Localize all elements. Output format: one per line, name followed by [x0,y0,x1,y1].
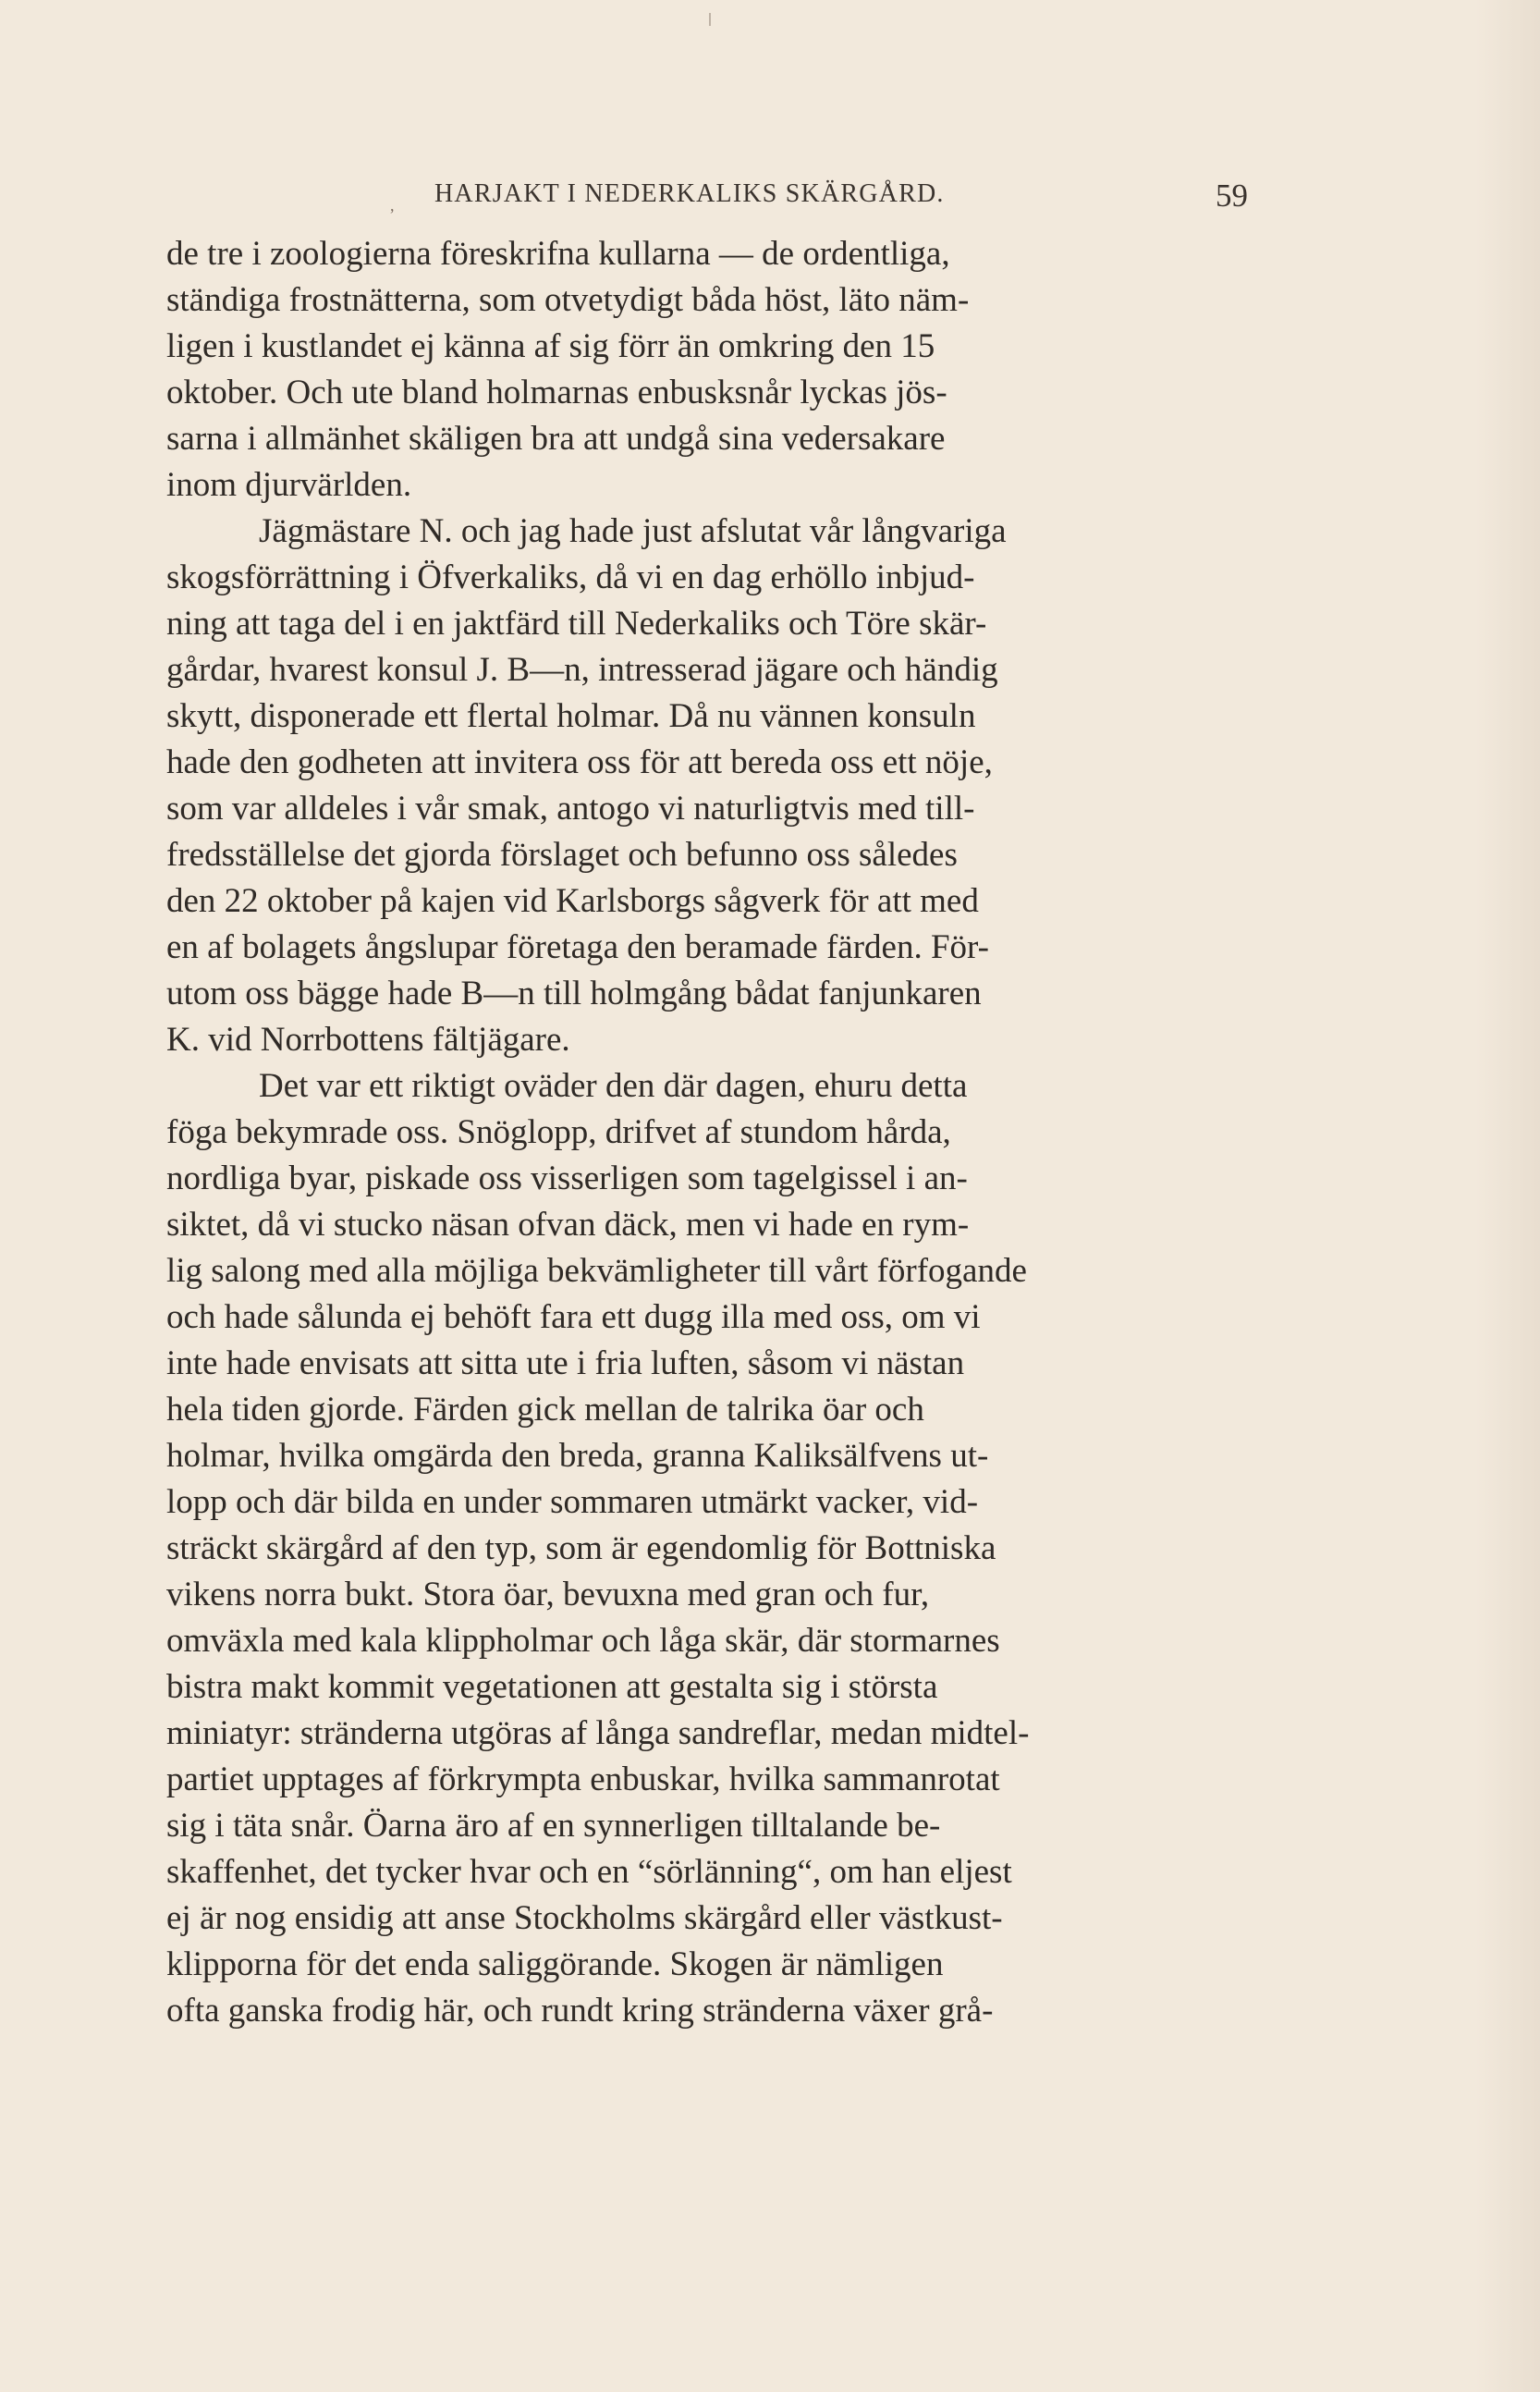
text-line: siktet, då vi stucko näsan ofvan däck, men vi hade en rym- [166,1206,970,1244]
text-line: vikens norra bukt. Stora öar, bevuxna med gran och fur, [166,1576,930,1613]
page-edge-shadow [1475,0,1540,2392]
text-line: inom djurvärlden. [166,466,412,504]
text-line: K. vid Norrbottens fältjägare. [166,1021,570,1059]
paragraph-start-line: Jägmästare N. och jag hade just afslutat vår långvariga [259,512,1007,550]
text-line: sträckt skärgård af den typ, som är egendomlig för Bottniska [166,1529,996,1567]
page-header [434,179,1248,224]
text-line: hade den godheten att invitera oss för att bereda oss ett nöje, [166,743,993,781]
text-line: hela tiden gjorde. Färden gick mellan de talrika öar och [166,1391,924,1429]
text-line: sarna i allmänhet skäligen bra att undgå sina vedersakare [166,420,946,458]
text-line: utom oss bägge hade B—n till holmgång bådat fanjunkaren [166,975,982,1012]
text-line: lig salong med alla möjliga bekvämligheter till vårt förfogande [166,1252,1027,1290]
text-line: och hade sålunda ej behöft fara ett dugg illa med oss, om vi [166,1298,981,1336]
text-line: ning att taga del i en jaktfärd till Nederkaliks och Töre skär- [166,605,987,643]
text-line: gårdar, hvarest konsul J. B—n, intresserad jägare och händig [166,651,998,689]
text-line: ofta ganska frodig här, och rundt kring stränderna växer grå- [166,1992,994,2030]
top-scan-mark [709,13,711,26]
text-line: lopp och där bilda en under sommaren utmärkt vacker, vid- [166,1483,979,1521]
text-line: som var alldeles i vår smak, antogo vi naturligtvis med till- [166,790,975,828]
text-line: skaffenhet, det tycker hvar och en “sörlänning“, om han eljest [166,1853,1012,1891]
text-line: holmar, hvilka omgärda den breda, granna Kaliksälfvens ut- [166,1437,989,1475]
text-line: partiet upptages af förkrympta enbuskar, hvilka sammanrotat [166,1760,1000,1798]
running-head: HARJAKT I NEDERKALIKS SKÄRGÅRD. [434,179,945,208]
text-line: ständiga frostnätterna, som otvetydigt båda höst, läto näm- [166,281,970,319]
text-line: sig i täta snår. Öarna äro af en synnerligen tilltalande be- [166,1807,941,1845]
margin-mark: , [390,196,395,215]
text-line: en af bolagets ångslupar företaga den beramade färden. För- [166,928,989,966]
text-line: oktober. Och ute bland holmarnas enbusksnår lyckas jös- [166,374,947,411]
text-line: ej är nog ensidig att anse Stockholms skärgård eller västkust- [166,1899,1003,1937]
text-line: inte hade envisats att sitta ute i fria luften, såsom vi nästan [166,1344,965,1382]
text-line: miniatyr: stränderna utgöras af långa sandreflar, medan midtel- [166,1714,1030,1752]
text-line: omväxla med kala klippholmar och låga skär, där stormarnes [166,1622,1000,1660]
text-line: den 22 oktober på kajen vid Karlsborgs sågverk för att med [166,882,979,920]
text-line: föga bekymrade oss. Snöglopp, drifvet af stundom hårda, [166,1113,951,1151]
text-line: klipporna för det enda saliggörande. Skogen är nämligen [166,1945,944,1983]
text-line: bistra makt kommit vegetationen att gestalta sig i största [166,1668,938,1706]
text-line: skytt, disponerade ett flertal holmar. Då nu vännen konsuln [166,697,976,735]
text-line: ligen i kustlandet ej känna af sig förr än omkring den 15 [166,327,935,365]
text-line: fredsställelse det gjorda förslaget och befunno oss således [166,836,958,874]
paragraph-start-line: Det var ett riktigt oväder den där dagen, ehuru detta [259,1067,968,1105]
text-line: nordliga byar, piskade oss visserligen som tagelgissel i an- [166,1159,968,1197]
text-line: de tre i zoologierna föreskrifna kullarna — de ordentliga, [166,235,950,273]
text-line: skogsförrättning i Öfverkaliks, då vi en dag erhöllo inbjud- [166,558,975,596]
page-number: 59 [1216,178,1248,214]
